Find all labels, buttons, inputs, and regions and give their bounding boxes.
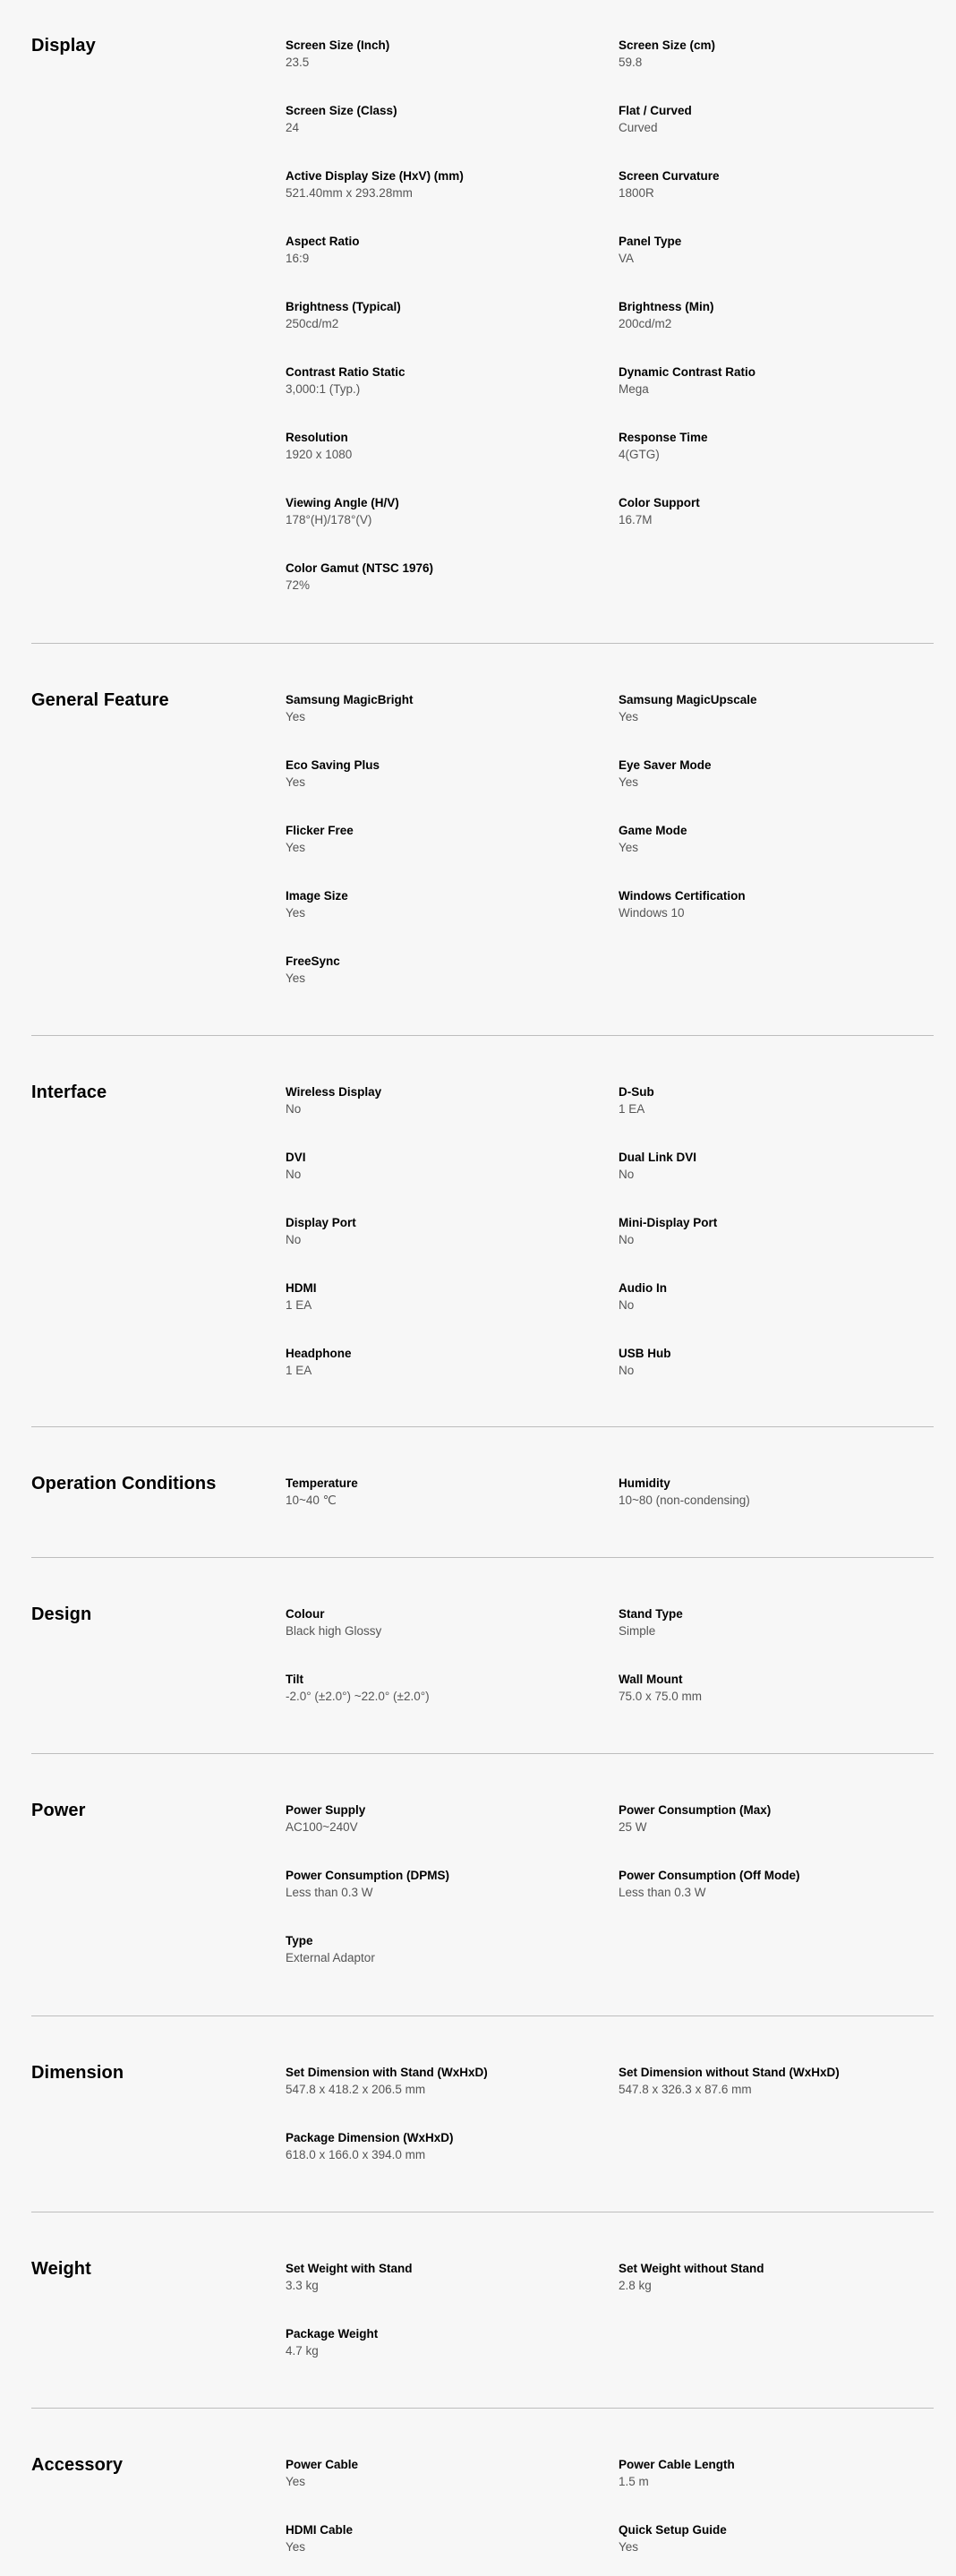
spec-item: [286, 561, 608, 595]
spec-label: Samsung MagicBright: [286, 693, 414, 706]
spec-value: Yes: [619, 2540, 639, 2554]
spec-value: No: [286, 1102, 302, 1116]
spec-item: [286, 888, 608, 922]
spec-item: [619, 1346, 941, 1380]
spec-label: Active Display Size (HxV) (mm): [286, 169, 464, 183]
spec-item: [286, 954, 608, 988]
spec-label: Dynamic Contrast Ratio: [619, 365, 756, 379]
spec-item: [619, 1606, 941, 1640]
spec-label: Colour: [286, 1607, 325, 1621]
spec-value: 1920 x 1080: [286, 448, 353, 461]
spec-item: [619, 38, 941, 72]
spec-item: [286, 2130, 608, 2164]
spec-section-power: [31, 1753, 934, 2016]
spec-value: 10~40 ℃: [286, 1493, 337, 1507]
spec-item: [619, 2065, 941, 2099]
spec-label: Stand Type: [619, 1607, 683, 1621]
spec-label: Type: [286, 1934, 313, 1947]
spec-item: [619, 364, 941, 398]
spec-label: Viewing Angle (H/V): [286, 496, 399, 509]
spec-value: 75.0 x 75.0 mm: [619, 1690, 703, 1703]
section-title: Interface: [31, 1083, 107, 1102]
spec-label: Samsung MagicUpscale: [619, 693, 757, 706]
spec-value: No: [619, 1364, 635, 1377]
spec-label: Brightness (Min): [619, 300, 714, 313]
spec-item: [286, 2261, 608, 2295]
spec-label: Power Cable: [286, 2458, 359, 2471]
spec-item: [286, 364, 608, 398]
spec-label: FreeSync: [286, 954, 340, 968]
spec-item: [619, 430, 941, 464]
spec-value: Yes: [286, 710, 306, 723]
spec-section-weight: [31, 2212, 934, 2409]
spec-label: Set Weight without Stand: [619, 2262, 764, 2275]
spec-label: HDMI: [286, 1281, 317, 1295]
spec-item: [619, 2522, 941, 2556]
spec-value: 2.8 kg: [619, 2279, 652, 2292]
spec-label: Headphone: [286, 1347, 352, 1360]
spec-section-accessory: [31, 2408, 934, 2576]
spec-label: Quick Setup Guide: [619, 2523, 727, 2537]
spec-value: 1 EA: [619, 1102, 645, 1116]
spec-value: Simple: [619, 1624, 656, 1638]
spec-item: [286, 168, 608, 202]
spec-item: [619, 103, 941, 137]
spec-value: -2.0° (±2.0°) ~22.0° (±2.0°): [286, 1690, 430, 1703]
spec-label: Windows Certification: [619, 889, 746, 903]
spec-value: Mega: [619, 382, 649, 396]
spec-value: Yes: [619, 775, 639, 789]
spec-value: 16:9: [286, 252, 310, 265]
spec-label: Audio In: [619, 1281, 667, 1295]
spec-item: [619, 692, 941, 726]
spec-label: Brightness (Typical): [286, 300, 401, 313]
spec-item: [619, 234, 941, 268]
spec-item: [619, 888, 941, 922]
spec-value: 178°(H)/178°(V): [286, 513, 372, 526]
spec-section-operation-conditions: [31, 1426, 934, 1558]
spec-label: Power Consumption (DPMS): [286, 1869, 449, 1882]
spec-item: [619, 1084, 941, 1118]
section-title: Power: [31, 1801, 86, 1820]
spec-item: [286, 1933, 608, 1967]
spec-label: Response Time: [619, 431, 708, 444]
spec-value: 16.7M: [619, 513, 653, 526]
spec-label: Screen Size (Inch): [286, 39, 390, 52]
spec-item: [286, 1868, 608, 1902]
spec-value: Yes: [619, 841, 639, 854]
spec-value: 200cd/m2: [619, 317, 672, 330]
spec-label: USB Hub: [619, 1347, 671, 1360]
spec-item: [286, 1346, 608, 1380]
spec-item: [286, 1084, 608, 1118]
spec-item: [286, 2457, 608, 2491]
spec-value: No: [619, 1168, 635, 1181]
spec-item: [619, 1476, 941, 1510]
spec-label: DVI: [286, 1151, 306, 1164]
spec-item: [619, 1802, 941, 1836]
spec-value: No: [619, 1298, 635, 1312]
spec-label: D-Sub: [619, 1085, 654, 1099]
spec-value: Yes: [286, 971, 306, 985]
spec-value: External Adaptor: [286, 1951, 375, 1964]
spec-value: 4.7 kg: [286, 2344, 319, 2358]
spec-item: [619, 495, 941, 529]
spec-label: Screen Size (cm): [619, 39, 716, 52]
spec-label: Set Weight with Stand: [286, 2262, 413, 2275]
spec-value: AC100~240V: [286, 1820, 358, 1834]
spec-item: [619, 299, 941, 333]
spec-item: [619, 823, 941, 857]
spec-item: [286, 2065, 608, 2099]
spec-value: No: [619, 1233, 635, 1246]
spec-label: Aspect Ratio: [286, 235, 360, 248]
spec-item: [619, 1672, 941, 1706]
spec-item: [286, 1802, 608, 1836]
spec-value: 72%: [286, 578, 311, 592]
spec-value: 1 EA: [286, 1298, 312, 1312]
spec-label: Screen Curvature: [619, 169, 720, 183]
spec-value: 3,000:1 (Typ.): [286, 382, 361, 396]
spec-item: [286, 757, 608, 792]
spec-value: Yes: [286, 2540, 306, 2554]
spec-item: [286, 2326, 608, 2360]
spec-label: Game Mode: [619, 824, 687, 837]
spec-value: No: [286, 1233, 302, 1246]
spec-item: [286, 430, 608, 464]
spec-item: [619, 1280, 941, 1314]
spec-section-general-feature: [31, 643, 934, 1036]
spec-value: Less than 0.3 W: [286, 1886, 373, 1899]
spec-item: [286, 2522, 608, 2556]
spec-label: Contrast Ratio Static: [286, 365, 405, 379]
spec-item: [286, 38, 608, 72]
spec-label: Dual Link DVI: [619, 1151, 697, 1164]
spec-item: [286, 103, 608, 137]
spec-item: [286, 1150, 608, 1184]
spec-value: 25 W: [619, 1820, 647, 1834]
spec-value: 1800R: [619, 186, 654, 200]
section-title: Design: [31, 1605, 92, 1624]
spec-item: [619, 2457, 941, 2491]
spec-item: [286, 299, 608, 333]
spec-value: 59.8: [619, 56, 643, 69]
spec-item: [619, 2261, 941, 2295]
spec-item: [619, 168, 941, 202]
spec-value: Yes: [286, 2475, 306, 2488]
spec-label: Eco Saving Plus: [286, 758, 380, 772]
spec-value: 547.8 x 326.3 x 87.6 mm: [619, 2083, 752, 2096]
spec-section-design: [31, 1557, 934, 1754]
spec-value: 250cd/m2: [286, 317, 339, 330]
spec-label: Display Port: [286, 1216, 356, 1229]
spec-item: [286, 1672, 608, 1706]
spec-item: [619, 1215, 941, 1249]
spec-label: Panel Type: [619, 235, 682, 248]
spec-label: HDMI Cable: [286, 2523, 354, 2537]
spec-item: [286, 1215, 608, 1249]
spec-value: 547.8 x 418.2 x 206.5 mm: [286, 2083, 426, 2096]
spec-label: Image Size: [286, 889, 348, 903]
spec-value: 4(GTG): [619, 448, 660, 461]
spec-item: [286, 1606, 608, 1640]
spec-value: 1 EA: [286, 1364, 312, 1377]
spec-item: [286, 692, 608, 726]
spec-item: [286, 234, 608, 268]
spec-label: Package Dimension (WxHxD): [286, 2131, 454, 2144]
spec-value: 24: [286, 121, 300, 134]
spec-value: Black high Glossy: [286, 1624, 382, 1638]
spec-label: Wall Mount: [619, 1673, 683, 1686]
spec-item: [619, 1868, 941, 1902]
spec-label: Package Weight: [286, 2327, 379, 2341]
spec-label: Temperature: [286, 1476, 358, 1490]
spec-label: Eye Saver Mode: [619, 758, 712, 772]
spec-value: Yes: [286, 775, 306, 789]
spec-item: [619, 757, 941, 792]
spec-value: Yes: [619, 710, 639, 723]
spec-item: [286, 495, 608, 529]
spec-label: Set Dimension with Stand (WxHxD): [286, 2066, 488, 2079]
spec-label: Flicker Free: [286, 824, 354, 837]
spec-item: [619, 1150, 941, 1184]
section-title: Weight: [31, 2259, 91, 2279]
spec-label: Wireless Display: [286, 1085, 382, 1099]
spec-label: Power Cable Length: [619, 2458, 735, 2471]
spec-label: Tilt: [286, 1673, 303, 1686]
spec-label: Resolution: [286, 431, 348, 444]
spec-label: Humidity: [619, 1476, 670, 1490]
spec-value: Windows 10: [619, 906, 685, 920]
spec-value: 1.5 m: [619, 2475, 649, 2488]
spec-label: Flat / Curved: [619, 104, 692, 117]
spec-value: Yes: [286, 906, 306, 920]
spec-item: [286, 1280, 608, 1314]
spec-label: Set Dimension without Stand (WxHxD): [619, 2066, 840, 2079]
section-title: Display: [31, 36, 96, 56]
spec-item: [286, 1476, 608, 1510]
spec-label: Screen Size (Class): [286, 104, 397, 117]
spec-value: No: [286, 1168, 302, 1181]
spec-value: 3.3 kg: [286, 2279, 319, 2292]
spec-label: Power Consumption (Max): [619, 1803, 772, 1817]
spec-section-display: [31, 0, 934, 643]
spec-item: [286, 823, 608, 857]
spec-value: Yes: [286, 841, 306, 854]
spec-value: Curved: [619, 121, 658, 134]
section-title: General Feature: [31, 690, 169, 710]
spec-label: Mini-Display Port: [619, 1216, 718, 1229]
section-title: Operation Conditions: [31, 1474, 217, 1493]
spec-value: 23.5: [286, 56, 310, 69]
section-title: Dimension: [31, 2063, 124, 2083]
spec-section-dimension: [31, 2015, 934, 2212]
section-title: Accessory: [31, 2455, 124, 2475]
spec-value: Less than 0.3 W: [619, 1886, 706, 1899]
spec-value: VA: [619, 252, 635, 265]
spec-value: 10~80 (non-condensing): [619, 1493, 750, 1507]
spec-value: 521.40mm x 293.28mm: [286, 186, 413, 200]
spec-label: Color Gamut (NTSC 1976): [286, 561, 434, 575]
spec-label: Color Support: [619, 496, 700, 509]
spec-value: 618.0 x 166.0 x 394.0 mm: [286, 2148, 426, 2161]
spec-label: Power Supply: [286, 1803, 366, 1817]
spec-section-interface: [31, 1035, 934, 1427]
spec-label: Power Consumption (Off Mode): [619, 1869, 800, 1882]
